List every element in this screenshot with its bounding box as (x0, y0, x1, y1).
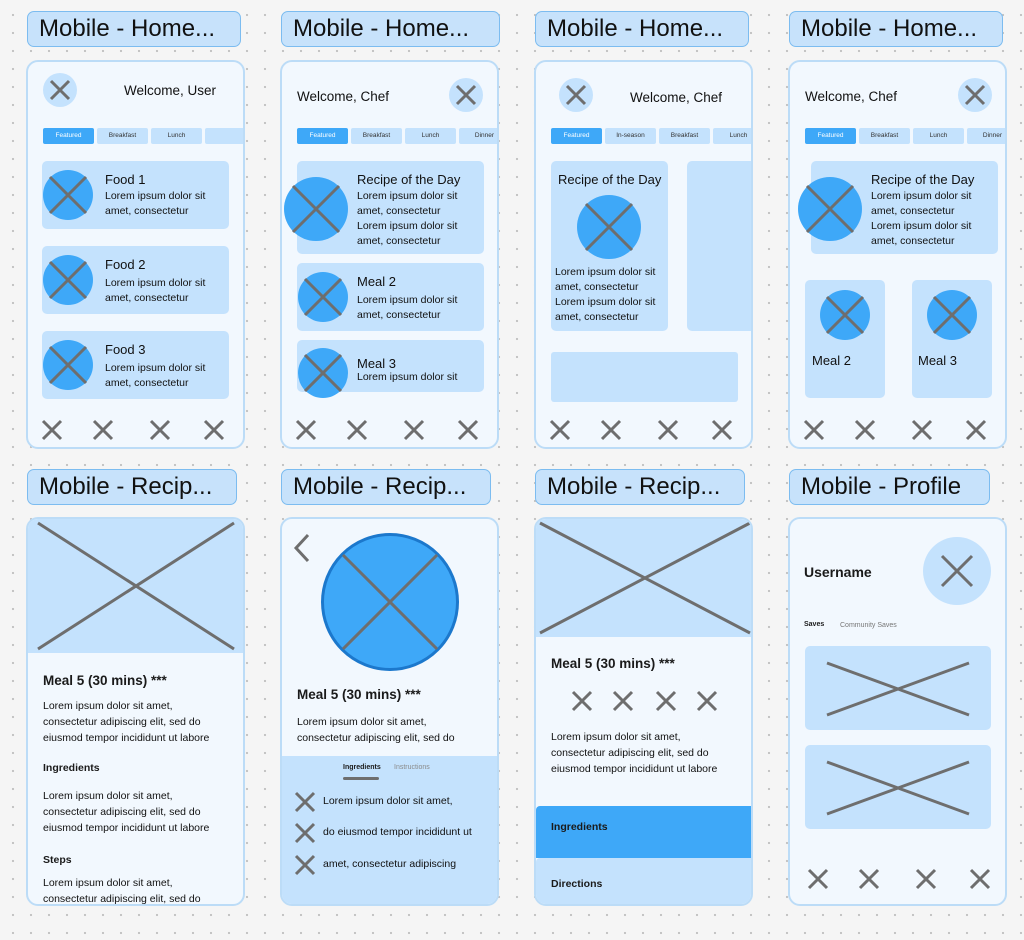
nav-icon-3[interactable] (150, 420, 170, 440)
description-line-3: eiusmod tempor incididunt ut labore (43, 732, 210, 744)
nav-icon-3[interactable] (404, 420, 424, 440)
ingredients-line-1: Lorem ipsum dolor sit amet, (43, 790, 173, 802)
frame-title-recipe-3: Mobile - Recip... (535, 469, 745, 505)
meal-3-title: Meal 3 (918, 353, 958, 368)
meal-2-title: Meal 2 (357, 274, 397, 289)
recipe-frame-1 (26, 517, 245, 906)
image-placeholder-icon (932, 295, 972, 335)
description-line-2: consectetur adipiscing elit, sed do (43, 716, 201, 728)
username-label: Username (804, 564, 872, 580)
food-title-3: Food 3 (105, 342, 146, 357)
tab-breakfast[interactable]: Breakfast (97, 128, 148, 144)
image-placeholder-icon (340, 552, 440, 652)
image-placeholder-icon (303, 353, 343, 393)
nav-icon-4[interactable] (966, 420, 986, 440)
food-image-placeholder-icon (48, 260, 88, 300)
welcome-text: Welcome, Chef (630, 90, 723, 105)
tab-breakfast[interactable]: Breakfast (859, 128, 910, 144)
recipe-frame-2 (280, 517, 499, 906)
food-desc-1b: amet, consectetur (105, 205, 189, 217)
close-icon[interactable] (566, 85, 586, 105)
recipe-line-3: Lorem ipsum dolor sit (871, 220, 972, 232)
ingredients-line-2: consectetur adipiscing elit, sed do (43, 806, 201, 818)
back-chevron-icon[interactable] (293, 533, 311, 563)
recipe-line-1: Lorem ipsum dolor sit (871, 190, 972, 202)
frame-title-recipe-1: Mobile - Recip... (27, 469, 237, 505)
description-line-2: consectetur adipiscing elit, sed do (551, 747, 709, 759)
recipe-line-4: amet, consectetur (357, 235, 441, 247)
image-placeholder-icon (291, 184, 341, 234)
nav-icon-1[interactable] (42, 420, 62, 440)
tab-community-saves[interactable]: Community Saves (840, 622, 897, 629)
nav-icon-2[interactable] (601, 420, 621, 440)
steps-heading: Steps (43, 854, 72, 866)
recipe-line-4: amet, consectetur (555, 311, 639, 323)
welcome-text: Welcome, Chef (805, 89, 898, 104)
frame-title-recipe-2: Mobile - Recip... (281, 469, 491, 505)
bottom-card[interactable] (551, 352, 738, 402)
nav-icon-2[interactable] (855, 420, 875, 440)
ingredient-line-3: amet, consectetur adipiscing (323, 858, 457, 870)
frame-title-home-4: Mobile - Home... (789, 11, 1003, 47)
food-desc-2b: amet, consectetur (105, 292, 189, 304)
close-icon[interactable] (456, 85, 476, 105)
food-desc-1a: Lorem ipsum dolor sit (105, 190, 206, 202)
meal-3-title: Meal 3 (357, 356, 397, 371)
steps-line-1: Lorem ipsum dolor sit amet, (43, 877, 173, 889)
frame-title-home-3: Mobile - Home... (535, 11, 749, 47)
nav-icon-1[interactable] (808, 869, 828, 889)
avatar-placeholder-icon (940, 554, 974, 588)
nav-icon-2[interactable] (347, 420, 367, 440)
recipe-line-1: Lorem ipsum dolor sit (555, 266, 656, 278)
image-placeholder-icon (825, 661, 971, 717)
recipe-line-3: Lorem ipsum dolor sit (357, 220, 458, 232)
recipe-line-2: amet, consectetur (871, 205, 955, 217)
recipe-frame-3 (534, 517, 753, 906)
rating-icon-1[interactable] (572, 691, 592, 711)
food-image-placeholder-icon (48, 175, 88, 215)
food-desc-2a: Lorem ipsum dolor sit (105, 277, 206, 289)
nav-icon-2[interactable] (93, 420, 113, 440)
ingredient-line-1: Lorem ipsum dolor sit amet, (323, 795, 453, 807)
tab-lunch[interactable]: Lunch (405, 128, 456, 144)
meal-title: Meal 5 (30 mins) *** (297, 687, 421, 702)
home-frame-4 (788, 60, 1007, 449)
image-placeholder-icon (825, 295, 865, 335)
home-frame-1 (26, 60, 245, 449)
ingredient-line-2: do eiusmod tempor incididunt ut (323, 826, 472, 838)
nav-icon-4[interactable] (970, 869, 990, 889)
home-frame-3 (534, 60, 753, 449)
frame-title-profile: Mobile - Profile (789, 469, 990, 505)
recipe-line-4: amet, consectetur (871, 235, 955, 247)
side-card[interactable] (687, 161, 753, 331)
recipe-of-day-title: Recipe of the Day (558, 172, 662, 187)
image-placeholder-icon (825, 760, 971, 816)
description-line-1: Lorem ipsum dolor sit amet, (43, 700, 173, 712)
meal-title: Meal 5 (30 mins) *** (551, 656, 675, 671)
tab-instructions[interactable]: Instructions (394, 764, 430, 771)
ingredients-heading: Ingredients (43, 762, 100, 774)
nav-icon-1[interactable] (296, 420, 316, 440)
close-icon[interactable] (50, 80, 70, 100)
description-line-1: Lorem ipsum dolor sit amet, (551, 731, 681, 743)
checkbox-icon-3[interactable] (295, 855, 315, 875)
image-placeholder-icon (805, 184, 855, 234)
checkbox-icon-1[interactable] (295, 792, 315, 812)
image-placeholder-icon (538, 521, 752, 635)
close-icon[interactable] (965, 85, 985, 105)
frame-title-home-1: Mobile - Home... (27, 11, 241, 47)
recipe-line-1: Lorem ipsum dolor sit (357, 190, 458, 202)
meal-2-title: Meal 2 (812, 353, 852, 368)
nav-icon-4[interactable] (204, 420, 224, 440)
ingredients-section-label: Ingredients (551, 821, 608, 833)
nav-icon-3[interactable] (912, 420, 932, 440)
nav-icon-2[interactable] (859, 869, 879, 889)
nav-icon-1[interactable] (550, 420, 570, 440)
recipe-line-2: amet, consectetur (357, 205, 441, 217)
recipe-line-3: Lorem ipsum dolor sit (555, 296, 656, 308)
frame-title-home-2: Mobile - Home... (281, 11, 500, 47)
meal-2-line-2: amet, consectetur (357, 309, 441, 321)
tab-dinner[interactable]: Dinner (967, 128, 1007, 144)
meal-2-line-1: Lorem ipsum dolor sit (357, 294, 458, 306)
tab-lunch[interactable]: Lunch (151, 128, 202, 144)
tab-featured[interactable]: Featured (805, 128, 856, 144)
tab-lunch[interactable]: Lunch (713, 128, 753, 144)
recipe-line-2: amet, consectetur (555, 281, 639, 293)
description-line-1: Lorem ipsum dolor sit amet, (297, 716, 427, 728)
active-tab-indicator (343, 777, 379, 780)
tab-featured[interactable]: Featured (43, 128, 94, 144)
tab-in-season[interactable]: In-season (605, 128, 656, 144)
food-desc-3a: Lorem ipsum dolor sit (105, 362, 206, 374)
directions-section-label: Directions (551, 878, 603, 890)
rating-icon-3[interactable] (656, 691, 676, 711)
tab-breakfast[interactable]: Breakfast (351, 128, 402, 144)
nav-icon-1[interactable] (804, 420, 824, 440)
nav-icon-4[interactable] (458, 420, 478, 440)
meal-3-line-1: Lorem ipsum dolor sit (357, 371, 458, 383)
tab-ingredients[interactable]: Ingredients (343, 764, 381, 771)
profile-frame (788, 517, 1007, 906)
tab-featured[interactable]: Featured (297, 128, 348, 144)
description-line-2: consectetur adipiscing elit, sed do (297, 732, 455, 744)
checkbox-icon-2[interactable] (295, 823, 315, 843)
food-image-placeholder-icon (48, 345, 88, 385)
tab-lunch[interactable]: Lunch (913, 128, 964, 144)
ingredients-line-3: eiusmod tempor incididunt ut labore (43, 822, 210, 834)
steps-line-2: consectetur adipiscing elit, sed do (43, 893, 201, 905)
food-title-2: Food 2 (105, 257, 146, 272)
description-line-3: eiusmod tempor incididunt ut labore (551, 763, 718, 775)
recipe-of-day-title: Recipe of the Day (871, 172, 975, 187)
tab-saves[interactable]: Saves (804, 621, 825, 628)
tab-dinner[interactable]: Dinner (459, 128, 499, 144)
nav-icon-3[interactable] (658, 420, 678, 440)
nav-icon-3[interactable] (916, 869, 936, 889)
food-title-1: Food 1 (105, 172, 146, 187)
rating-icon-4[interactable] (697, 691, 717, 711)
tab-breakfast[interactable]: Breakfast (659, 128, 710, 144)
nav-icon-4[interactable] (712, 420, 732, 440)
welcome-text: Welcome, User (124, 83, 217, 98)
image-placeholder-icon (303, 277, 343, 317)
meal-title: Meal 5 (30 mins) *** (43, 673, 167, 688)
rating-icon-2[interactable] (613, 691, 633, 711)
home-frame-2 (280, 60, 499, 449)
tab-more[interactable] (205, 128, 245, 144)
welcome-text: Welcome, Chef (297, 89, 390, 104)
recipe-of-day-title: Recipe of the Day (357, 172, 461, 187)
food-desc-3b: amet, consectetur (105, 377, 189, 389)
image-placeholder-icon (36, 521, 236, 651)
tab-featured[interactable]: Featured (551, 128, 602, 144)
image-placeholder-icon (584, 202, 634, 252)
